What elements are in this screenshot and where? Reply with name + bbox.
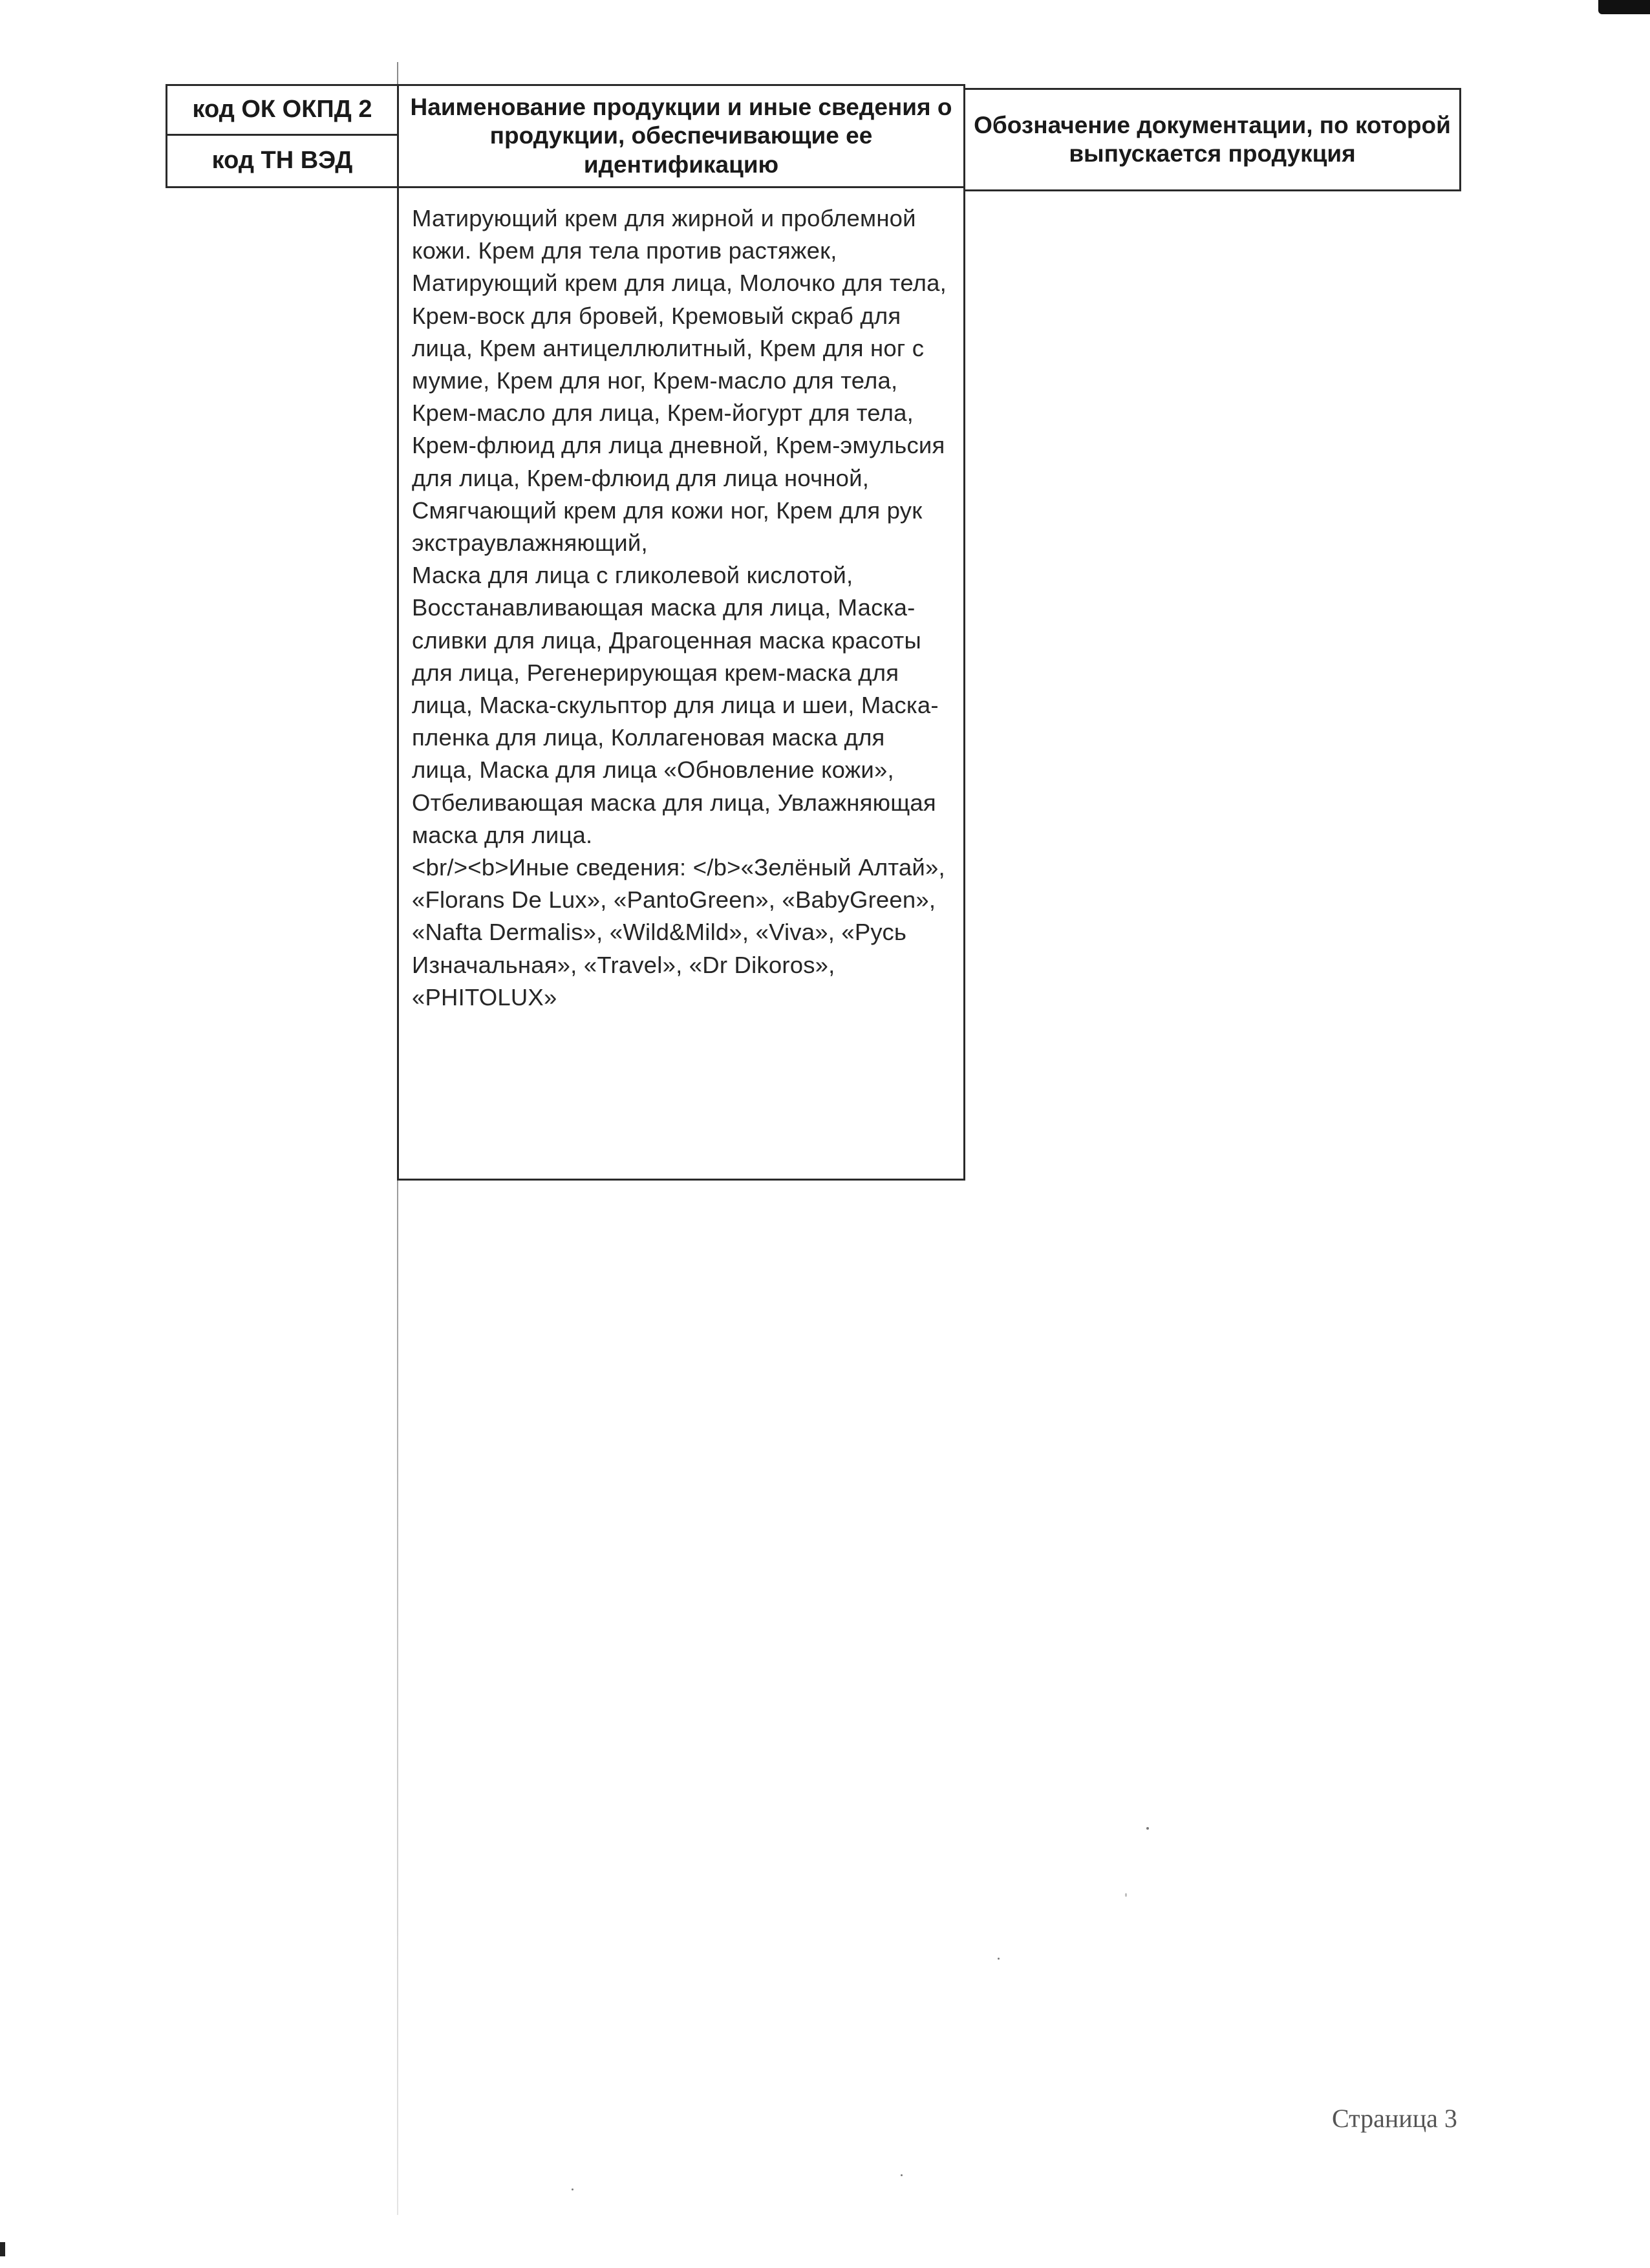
header-code-tnved: код ТН ВЭД <box>166 134 399 188</box>
column-divider-line <box>397 1181 398 2215</box>
scan-edge-mark-left <box>0 2242 5 2256</box>
header-documentation: Обозначение документации, по которой выпускается продукция <box>963 88 1461 191</box>
header-code-okpd: код ОК ОКПД 2 <box>166 84 399 136</box>
scan-speck <box>901 2174 903 2176</box>
scan-speck <box>572 2188 573 2190</box>
scan-edge-mark <box>1598 0 1650 14</box>
page-number: Страница 3 <box>1332 2104 1457 2133</box>
header-product-name: Наименование продукции и иные сведения о продукции, обеспечивающие ее идентификацию <box>397 84 965 188</box>
product-list-masks: Маска для лица с гликолевой кислотой, Восстанавливающая маска для лица, Маска-сливки для лица, Драгоценная маска красоты для лица, Регенерирующая крем-маска для лица, Маска-скульптор для лица и шеи, Маска-пленка для лица, Коллагеновая маска для лица, Маска для лица «Обновление кожи», Отбеливающая маска для лица, Увлажняющая маска для лица. <box>412 562 939 848</box>
scan-speck <box>1125 1893 1127 1897</box>
scan-speck <box>998 1958 1000 1960</box>
table-rule <box>166 186 399 188</box>
product-other-info: <br/><b>Иные сведения: </b>«Зелёный Алтай», «Florans De Lux», «PantoGreen», «BabyGreen», «Nafta Dermalis», «Wild&Mild», «Viva», «Русь Изначальная», «Travel», «Dr Dikoros», «PHITOLUX» <box>412 854 945 1011</box>
product-description-cell <box>397 186 965 1181</box>
scan-speck <box>1146 1827 1149 1830</box>
product-list-creams: Матирующий крем для жирной и проблемной кожи. Крем для тела против растяжек, Матирующий крем для лица, Молочко для тела, Крем-воск для бровей, Кремовый скраб для лица, Крем антицеллюлитный, Крем для ног с мумие, Крем для ног, Крем-масло для тела, Крем-масло для лица, Крем-йогурт для тела, Крем-флюид для лица дневной, Крем-эмульсия для лица, Крем-флюид для лица ночной, Смягчающий крем для кожи ног, Крем для рук экстраувлажняющий, <box>412 205 947 557</box>
